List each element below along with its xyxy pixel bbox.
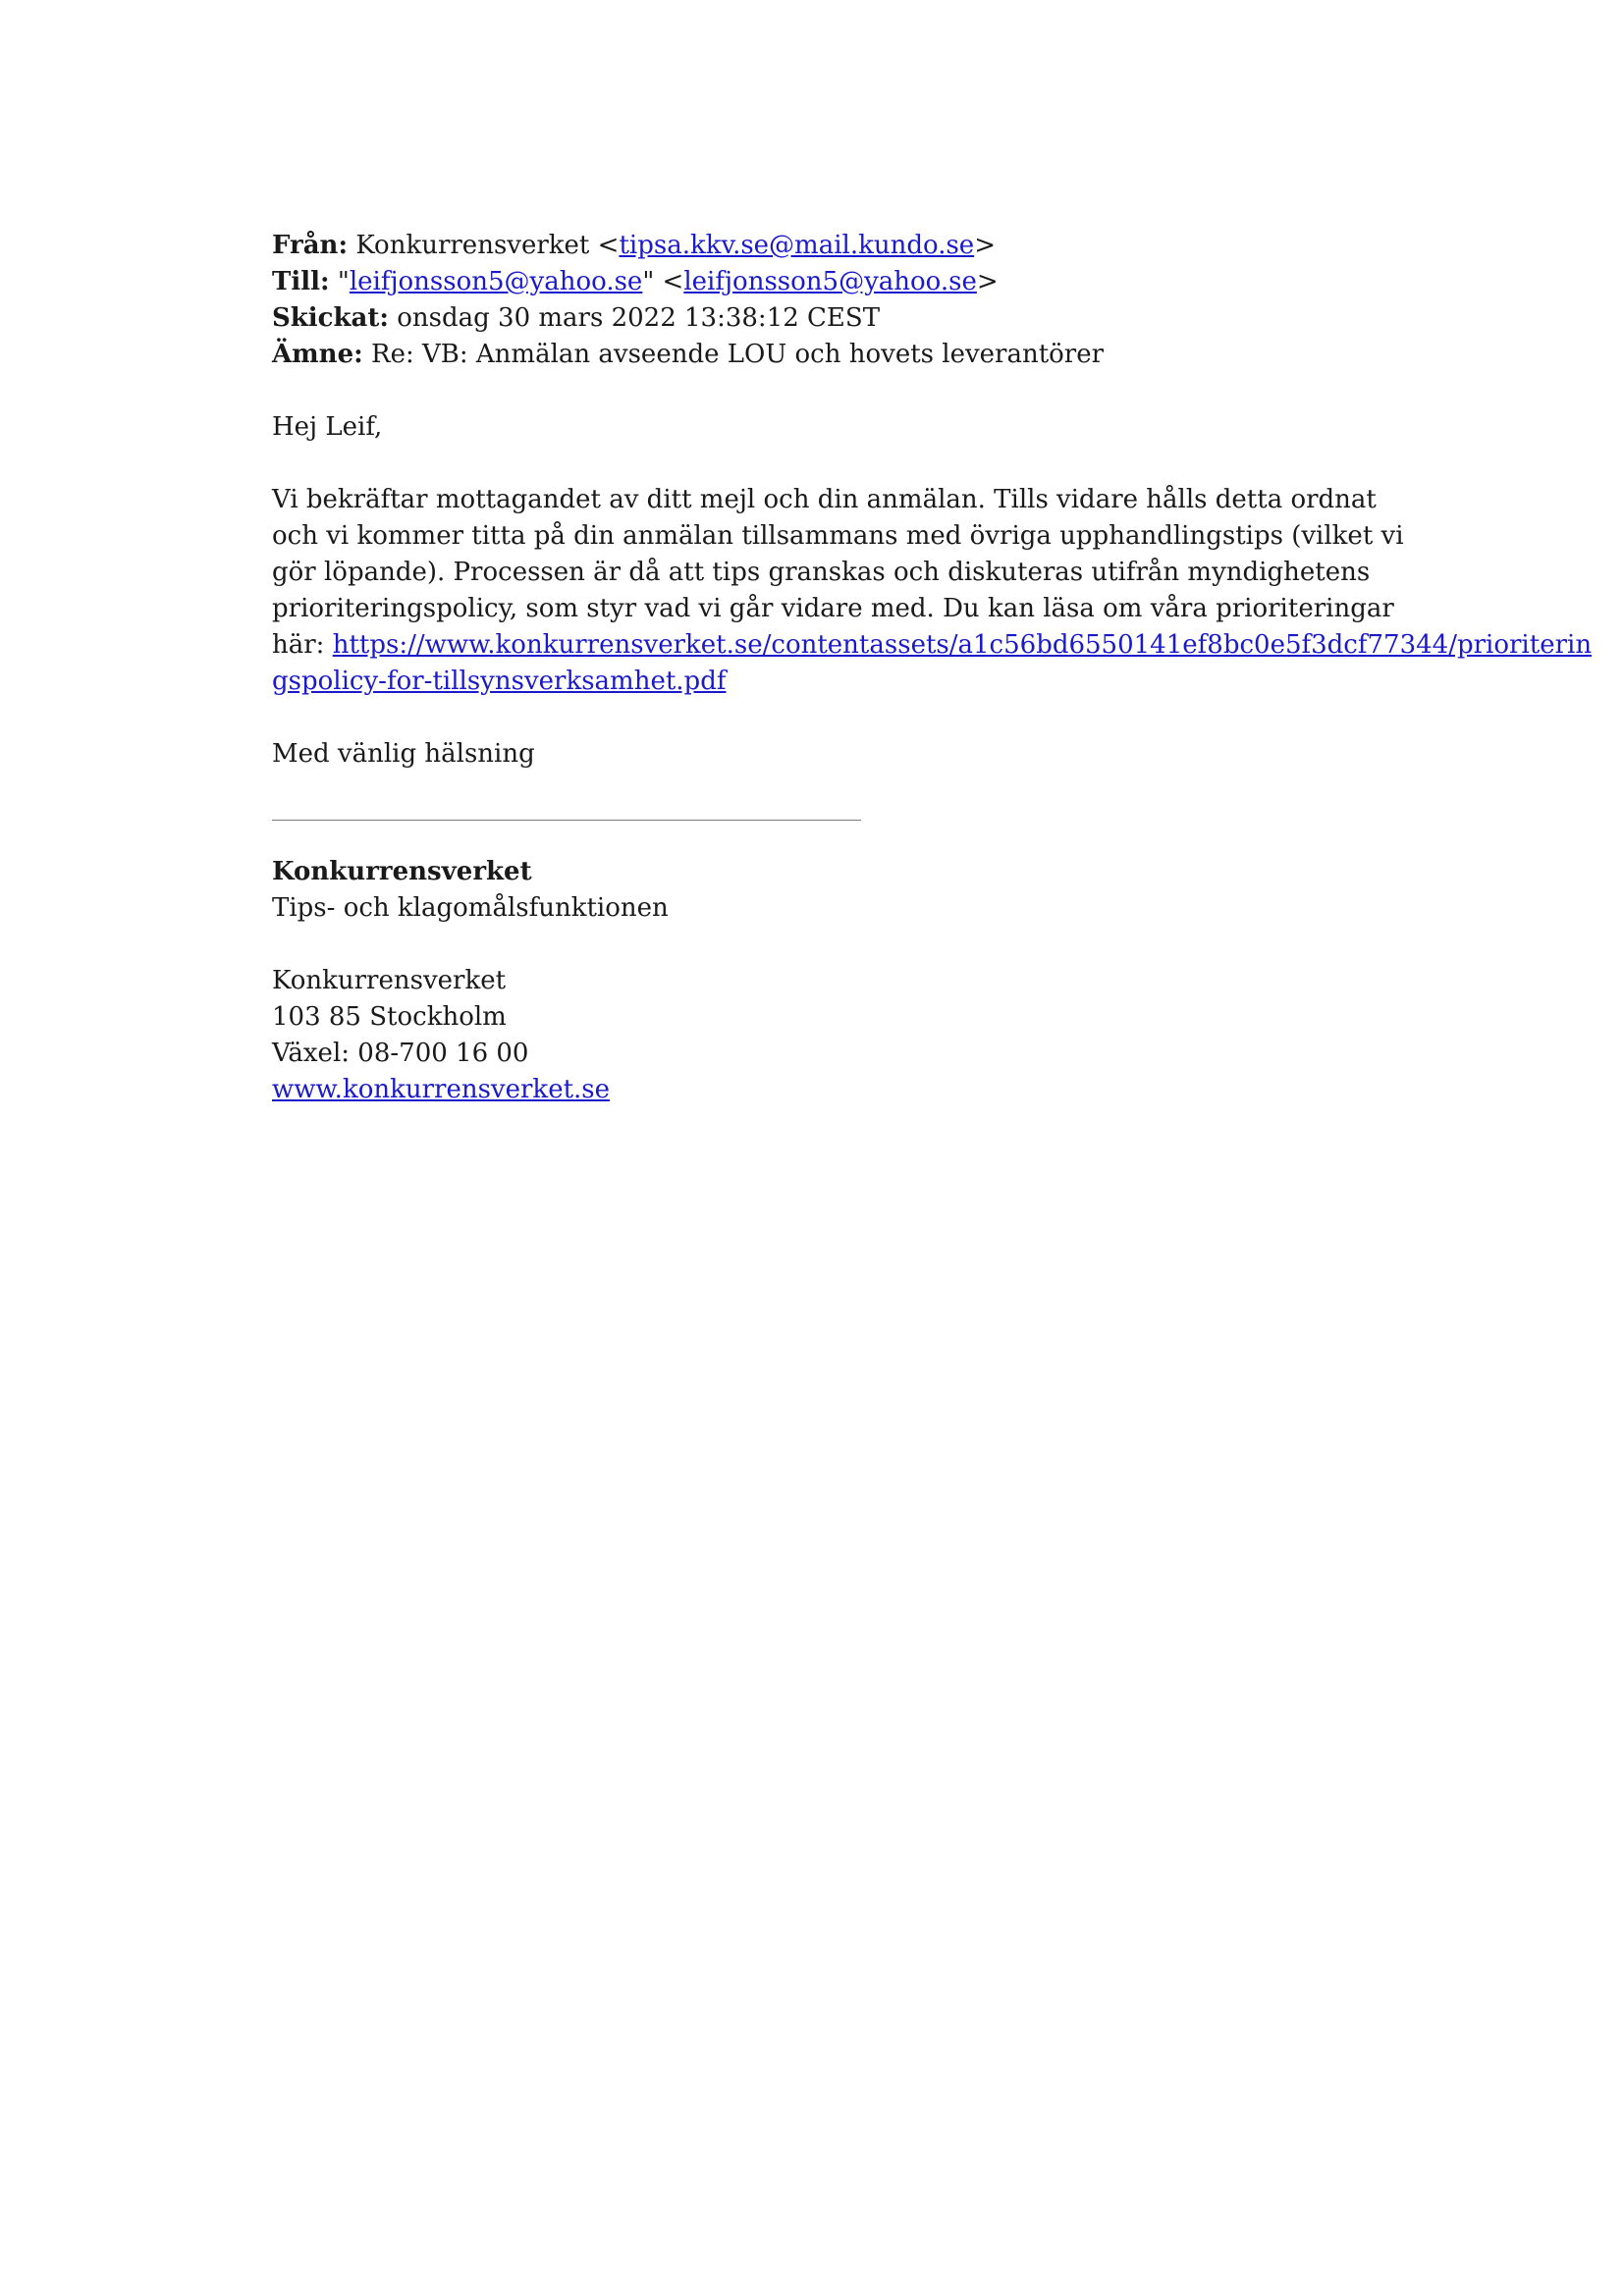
greeting: Hej Leif, <box>272 412 383 442</box>
from-row <box>272 228 1450 264</box>
link-row-1 <box>272 627 1593 664</box>
link-row-2 <box>272 664 1450 700</box>
sent-row <box>272 300 1450 337</box>
to-email-link[interactable]: leifjonsson5@yahoo.se <box>683 267 977 296</box>
subject-row <box>272 337 1450 373</box>
policy-link-part-2[interactable]: gspolicy-for-tillsynsverksamhet.pdf <box>272 667 727 696</box>
sent-value: onsdag 30 mars 2022 13:38:12 CEST <box>397 303 881 333</box>
to-close: > <box>976 267 999 296</box>
signature-divider <box>272 820 861 821</box>
to-label: Till: <box>272 267 330 296</box>
signature-phone: Växel: 08-700 16 00 <box>272 1039 529 1068</box>
body-paragraph: Vi bekräftar mottagandet av ditt mejl och din anmälan. Tills vidare hålls detta ordnat och vi kommer titta på din anmälan tillsammans med övriga upphandlingstips (vilket vi gör löpande). Processen är då att tips granskas och diskuteras utifrån myndighetens prioriteringspolicy, som styr vad vi går vidare med. Du kan läsa om våra prioriteringar <box>272 485 1404 623</box>
sent-label: Skickat: <box>272 303 389 333</box>
to-row <box>272 264 1450 300</box>
email-document <box>272 228 1593 1108</box>
from-email-link[interactable]: tipsa.kkv.se@mail.kundo.se <box>619 231 975 260</box>
to-quote-open: " <box>337 267 350 296</box>
from-label: Från: <box>272 231 349 260</box>
subject-label: Ämne: <box>272 340 363 369</box>
signature-website-row <box>272 1072 1450 1108</box>
signature-org: Konkurrensverket <box>272 966 507 995</box>
signature-address: 103 85 Stockholm <box>272 1002 507 1032</box>
link-prefix: här: <box>272 630 325 660</box>
from-name: Konkurrensverket < <box>355 231 620 260</box>
to-email-quoted-link[interactable]: leifjonsson5@yahoo.se <box>349 267 643 296</box>
from-close: > <box>974 231 996 260</box>
closing: Med vänlig hälsning <box>272 739 535 769</box>
signature-department: Tips- och klagomålsfunktionen <box>272 893 669 923</box>
to-mid: " < <box>642 267 684 296</box>
policy-link-part-1[interactable]: https://www.konkurrensverket.se/contentassets/a1c56bd6550141ef8bc0e5f3dcf77344/prioriterin <box>332 630 1593 660</box>
subject-value: Re: VB: Anmälan avseende LOU och hovets leverantörer <box>371 340 1105 369</box>
website-link[interactable]: www.konkurrensverket.se <box>272 1075 611 1104</box>
signature-org-bold: Konkurrensverket <box>272 857 532 886</box>
